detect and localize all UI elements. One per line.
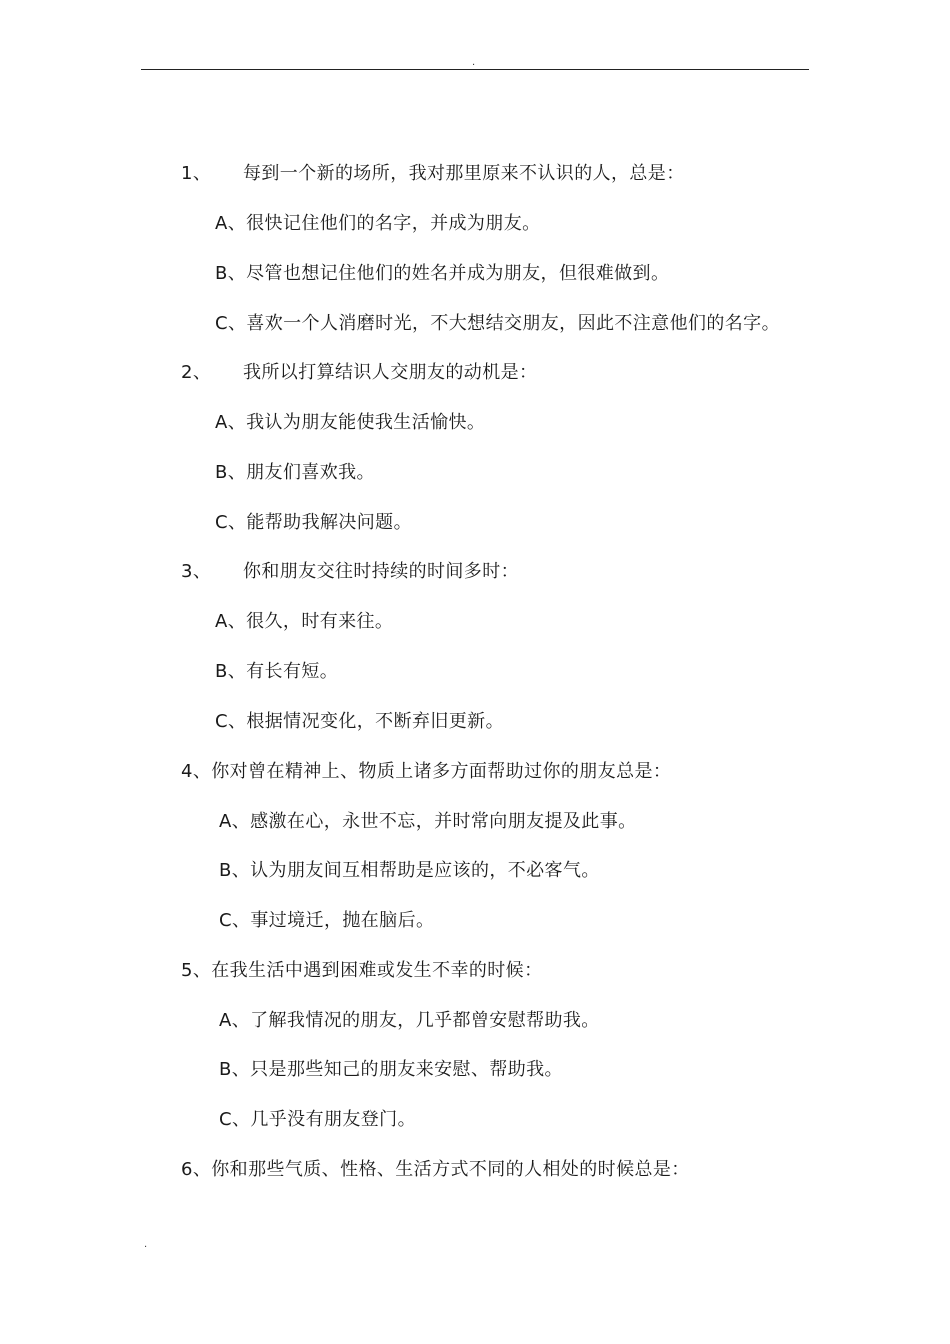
question-3-option-b: B、有长有短。 [215,661,339,682]
question-2 [181,362,537,384]
question-2-option-b: B、朋友们喜欢我。 [215,462,375,483]
question-text: 在我生活中遇到困难或发生不幸的时候： [211,960,543,981]
question-2-option-c: C、能帮助我解决问题。 [215,512,412,533]
footer-dot: . [144,1239,148,1250]
question-5-option-c: C、几乎没有朋友登门。 [219,1109,416,1130]
question-1-option-b: B、尽管也想记住他们的姓名并成为朋友，但很难做到。 [215,263,670,284]
question-6 [181,1159,690,1181]
question-5 [181,960,542,982]
question-text: 我所以打算结识人交朋友的动机是： [243,362,538,383]
question-1-option-a: A、很快记住他们的名字，并成为朋友。 [215,213,541,234]
question-3-option-a: A、很久，时有来往。 [215,611,394,632]
question-1-option-c: C、喜欢一个人消磨时光，不大想结交朋友，因此不注意他们的名字。 [215,313,780,334]
question-4-option-a: A、感激在心，永世不忘，并时常向朋友提及此事。 [219,811,637,832]
question-text: 你和那些气质、性格、生活方式不同的人相处的时候总是： [211,1159,690,1180]
question-4-option-b: B、认为朋友间互相帮助是应该的，不必客气。 [219,860,600,881]
question-number: 1、 [181,163,212,184]
question-5-option-a: A、了解我情况的朋友，几乎都曾安慰帮助我。 [219,1010,600,1031]
question-number: 4、 [181,761,212,782]
question-text: 你和朋友交往时持续的时间多时： [243,561,519,582]
question-1 [181,163,685,185]
question-3-option-c: C、根据情况变化，不断弃旧更新。 [215,711,504,732]
header-rule [141,69,809,70]
question-number: 5、 [181,960,212,981]
question-text: 你对曾在精神上、物质上诸多方面帮助过你的朋友总是： [211,761,672,782]
question-number: 2、 [181,362,212,383]
question-5-option-b: B、只是那些知己的朋友来安慰、帮助我。 [219,1059,563,1080]
question-4-option-c: C、事过境迁，抛在脑后。 [219,910,435,931]
question-number: 3、 [181,561,212,582]
question-3 [181,561,519,583]
question-4 [181,761,671,783]
question-number: 6、 [181,1159,212,1180]
question-text: 每到一个新的场所，我对那里原来不认识的人，总是： [243,163,685,184]
header-dot: . [472,57,476,68]
question-2-option-a: A、我认为朋友能使我生活愉快。 [215,412,486,433]
